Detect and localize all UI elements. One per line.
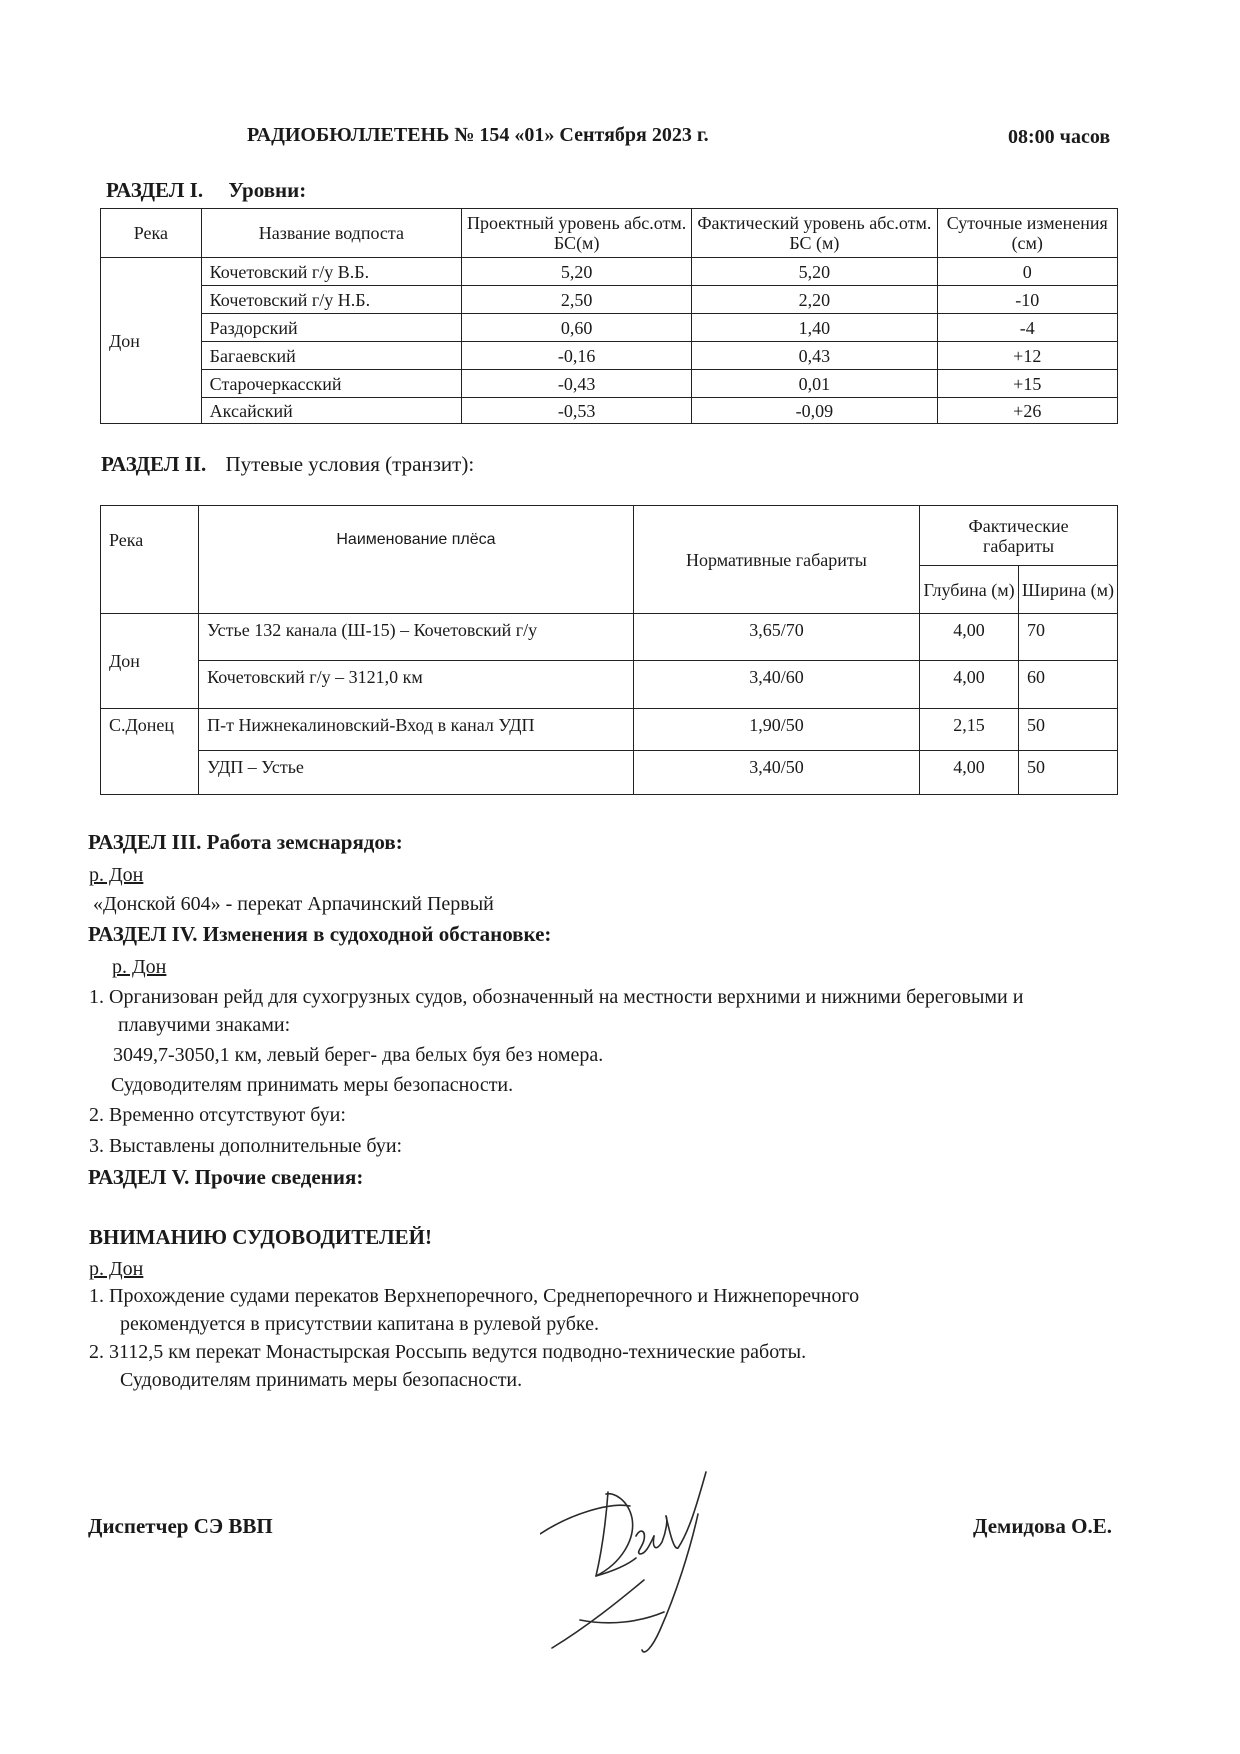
reach-cell: УДП – Устье [199,751,634,795]
section1-number: РАЗДЕЛ I. [106,178,204,202]
river-cell: Дон [101,258,202,424]
norm-cell: 1,90/50 [633,709,919,751]
section4-item1-line2: плавучими знаками: [118,1014,291,1036]
actual-cell: 0,01 [692,370,937,398]
transit-table [100,505,1118,795]
section3-river: р. Дон [89,864,144,886]
change-cell: -10 [937,286,1118,314]
col-norm: Нормативные габариты [633,506,919,614]
depth-cell: 2,15 [920,709,1019,751]
table-row [101,342,1118,370]
section4-item1-line3: 3049,7-3050,1 км, левый берег- два белых буя без номера. [113,1044,604,1066]
station-cell: Кочетовский г/у В.Б. [201,258,461,286]
attention-item1-line1: 1. Прохождение судами перекатов Верхнепоречного, Среднепоречного и Нижнепоречного [89,1285,860,1307]
reach-cell: Устье 132 канала (Ш-15) – Кочетовский г/у [199,614,634,661]
width-cell: 50 [1019,709,1118,751]
table-row [101,258,1118,286]
depth-cell: 4,00 [920,751,1019,795]
section4-heading: РАЗДЕЛ IV. Изменения в судоходной обстановке: [88,922,552,946]
actual-cell: 2,20 [692,286,937,314]
actual-cell: 5,20 [692,258,937,286]
actual-cell: -0,09 [692,398,937,424]
section2-heading [101,452,474,477]
norm-cell: 3,40/50 [633,751,919,795]
table-row [101,370,1118,398]
width-cell: 50 [1019,751,1118,795]
attention-item2-line1: 2. 3112,5 км перекат Монастырская Россыпь ведутся подводно-технические работы. [89,1341,807,1363]
col-actual: Фактические габариты [920,506,1118,566]
river-cell: Дон [101,614,199,709]
depth-cell: 4,00 [920,614,1019,661]
norm-cell: 3,40/60 [633,661,919,709]
col-project-level: Проектный уровень абс.отм. БС(м) [462,209,692,258]
project-cell: 2,50 [462,286,692,314]
actual-cell: 0,43 [692,342,937,370]
reach-cell: Кочетовский г/у – 3121,0 км [199,661,634,709]
actual-cell: 1,40 [692,314,937,342]
table-row [101,661,1118,709]
project-cell: -0,43 [462,370,692,398]
bulletin-title: РАДИОБЮЛЛЕТЕНЬ № 154 «01» Сентября 2023 г. [247,124,709,146]
col-width: Ширина (м) [1019,566,1118,614]
project-cell: -0,16 [462,342,692,370]
col-actual-level: Фактический уровень абс.отм. БС (м) [692,209,937,258]
section4-item3: 3. Выставлены дополнительные буи: [89,1135,403,1157]
section3-item: «Донской 604» - перекат Арпачинский Первый [93,893,494,915]
change-cell: +12 [937,342,1118,370]
change-cell: 0 [937,258,1118,286]
depth-cell: 4,00 [920,661,1019,709]
levels-header-row [101,209,1118,258]
section4-item2: 2. Временно отсутствуют буи: [89,1104,346,1126]
section4-river: р. Дон [112,956,167,978]
signature-mark [540,1470,760,1670]
section5-heading: РАЗДЕЛ V. Прочие сведения: [88,1165,364,1189]
dispatcher-position: Диспетчер СЭ ВВП [88,1514,273,1538]
col-station: Название водпоста [201,209,461,258]
project-cell: -0,53 [462,398,692,424]
station-cell: Старочеркасский [201,370,461,398]
bulletin-time: 08:00 часов [1008,126,1111,148]
change-cell: +26 [937,398,1118,424]
transit-header-row [101,506,1118,566]
station-cell: Багаевский [201,342,461,370]
station-cell: Кочетовский г/у Н.Б. [201,286,461,314]
col-reach: Наименование плёса [199,506,634,614]
signature [540,1470,760,1670]
attention-item2-line2: Судоводителям принимать меры безопасности. [120,1369,523,1391]
section1-heading [106,178,306,203]
table-row [101,286,1118,314]
river-cell: С.Донец [101,709,199,795]
table-row [101,751,1118,795]
levels-table [100,208,1118,424]
reach-cell: П-т Нижнекалиновский-Вход в канал УДП [199,709,634,751]
station-cell: Аксайский [201,398,461,424]
section3-heading: РАЗДЕЛ III. Работа земснарядов: [88,830,403,854]
norm-cell: 3,65/70 [633,614,919,661]
project-cell: 0,60 [462,314,692,342]
change-cell: -4 [937,314,1118,342]
section2-title: Путевые условия (транзит): [225,452,475,476]
col-depth: Глубина (м) [920,566,1019,614]
width-cell: 60 [1019,661,1118,709]
attention-heading: ВНИМАНИЮ СУДОВОДИТЕЛЕЙ! [89,1225,432,1249]
station-cell: Раздорский [201,314,461,342]
attention-river: р. Дон [89,1258,144,1280]
attention-item1-line2: рекомендуется в присутствии капитана в рулевой рубке. [120,1313,599,1335]
table-row [101,614,1118,661]
table-row [101,709,1118,751]
section4-item1-line1: 1. Организован рейд для сухогрузных судов, обозначенный на местности верхними и нижними береговыми и [89,986,1024,1008]
col-river: Река [101,209,202,258]
table-row [101,314,1118,342]
table-row [101,398,1118,424]
width-cell: 70 [1019,614,1118,661]
dispatcher-name: Демидова О.Е. [973,1514,1112,1538]
change-cell: +15 [937,370,1118,398]
col-river: Река [101,506,199,614]
project-cell: 5,20 [462,258,692,286]
section4-item1-line4: Судоводителям принимать меры безопасности. [111,1074,514,1096]
section2-number: РАЗДЕЛ II. [101,452,207,476]
section1-title: Уровни: [228,178,307,202]
col-daily-change: Суточные изменения (см) [937,209,1118,258]
